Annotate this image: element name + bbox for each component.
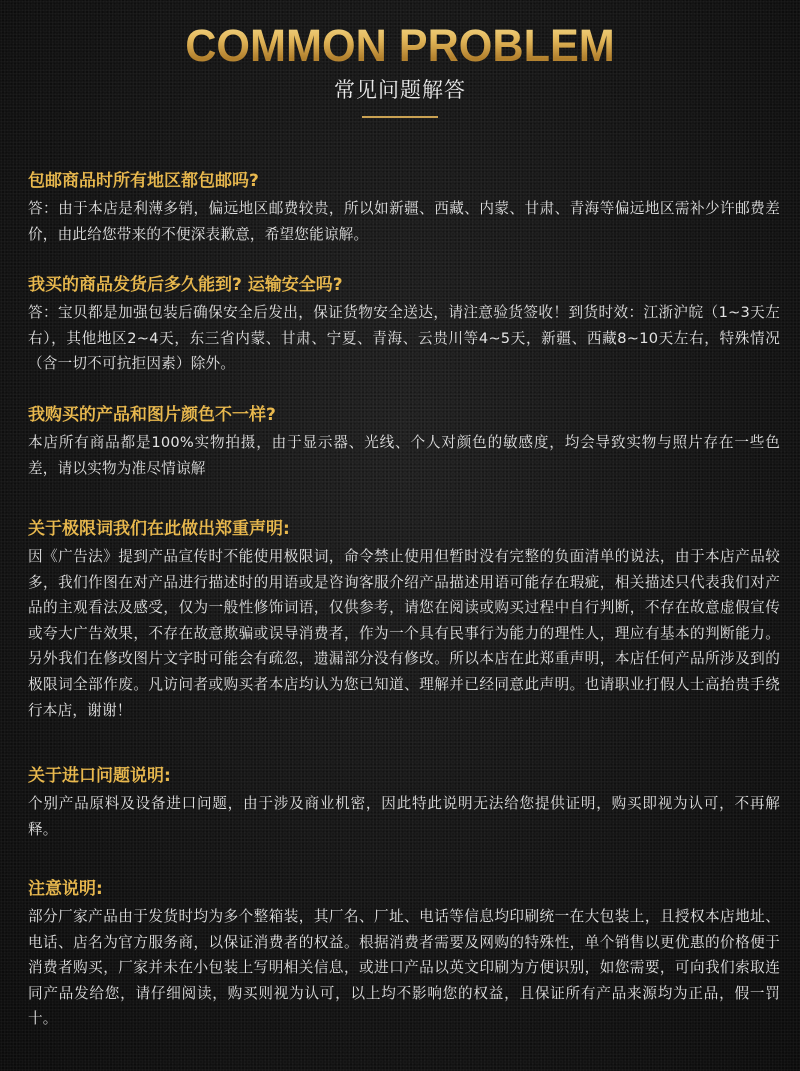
faq-question: 我买的商品发货后多久能到? 运输安全吗? [28, 275, 343, 295]
faq-item-shipping-coverage [28, 168, 780, 247]
faq-answer: 本店所有商品都是100%实物拍摄，由于显示器、光线、个人对颜色的敏感度，均会导致实物与照片存在一些色差，请以实物为准尽情谅解 [28, 434, 780, 477]
page-title-english: COMMON PROBLEM [16, 20, 784, 72]
faq-question: 我购买的产品和图片颜色不一样? [28, 405, 276, 425]
faq-answer: 答：宝贝都是加强包装后确保安全后发出，保证货物安全送达，请注意验货签收！到货时效：江浙沪皖（1~3天左右），其他地区2~4天，东三省内蒙、甘肃、宁夏、青海、云贵川等4~5天，新疆、西藏8~10天左右，特殊情况（含一切不可抗拒因素）除外。 [28, 304, 780, 373]
faq-item-import-notice [28, 763, 780, 842]
page-title-chinese: 常见问题解答 [334, 78, 466, 102]
faq-question: 注意说明: [28, 879, 103, 899]
faq-item-attention-notice [28, 876, 780, 1032]
faq-question: 包邮商品时所有地区都包邮吗? [28, 171, 259, 191]
faq-answer: 个别产品原料及设备进口问题，由于涉及商业机密，因此特此说明无法给您提供证明，购买即视为认可，不再解释。 [28, 795, 780, 838]
faq-question: 关于极限词我们在此做出郑重声明: [28, 519, 290, 539]
title-divider [362, 116, 438, 118]
faq-item-superlative-statement [28, 516, 780, 723]
faq-question: 关于进口问题说明: [28, 766, 171, 786]
faq-item-delivery-time [28, 272, 780, 377]
faq-item-color-difference [28, 402, 780, 481]
faq-answer: 部分厂家产品由于发货时均为多个整箱装，其厂名、厂址、电话等信息均印刷统一在大包装上，且授权本店地址、电话、店名为官方服务商，以保证消费者的权益。根据消费者需要及网购的特殊性，单个销售以更优惠的价格便于消费者购买，厂家并未在小包装上写明相关信息，或进口产品以英文印刷为方便识别，如您需要，可向我们索取连同产品发给您，请仔细阅读，购买则视为认可，以上均不影响您的权益，且保证所有产品来源均为正品，假一罚十。 [28, 908, 780, 1028]
faq-answer: 答：由于本店是利薄多销，偏远地区邮费较贵，所以如新疆、西藏、内蒙、甘肃、青海等偏远地区需补少许邮费差价，由此给您带来的不便深表歉意，希望您能谅解。 [28, 200, 780, 243]
faq-answer: 因《广告法》提到产品宣传时不能使用极限词，命令禁止使用但暂时没有完整的负面清单的说法，由于本店产品较多，我们作图在对产品进行描述时的用语或是咨询客服介绍产品描述用语可能存在瑕疵，相关描述只代表我们对产品的主观看法及感受，仅为一般性修饰词语，仅供参考，请您在阅读或购买过程中自行判断，不存在故意虚假宣传或夸大广告效果，不存在故意欺骗或误导消费者，作为一个具有民事行为能力的理性人，理应有基本的判断能力。另外我们在修改图片文字时可能会有疏忽，遗漏部分没有修改。所以本店在此郑重声明，本店任何产品所涉及到的极限词全部作废。凡访问者或购买者本店均认为您已知道、理解并已经同意此声明。也请职业打假人士高抬贵手绕行本店，谢谢！ [28, 548, 780, 719]
